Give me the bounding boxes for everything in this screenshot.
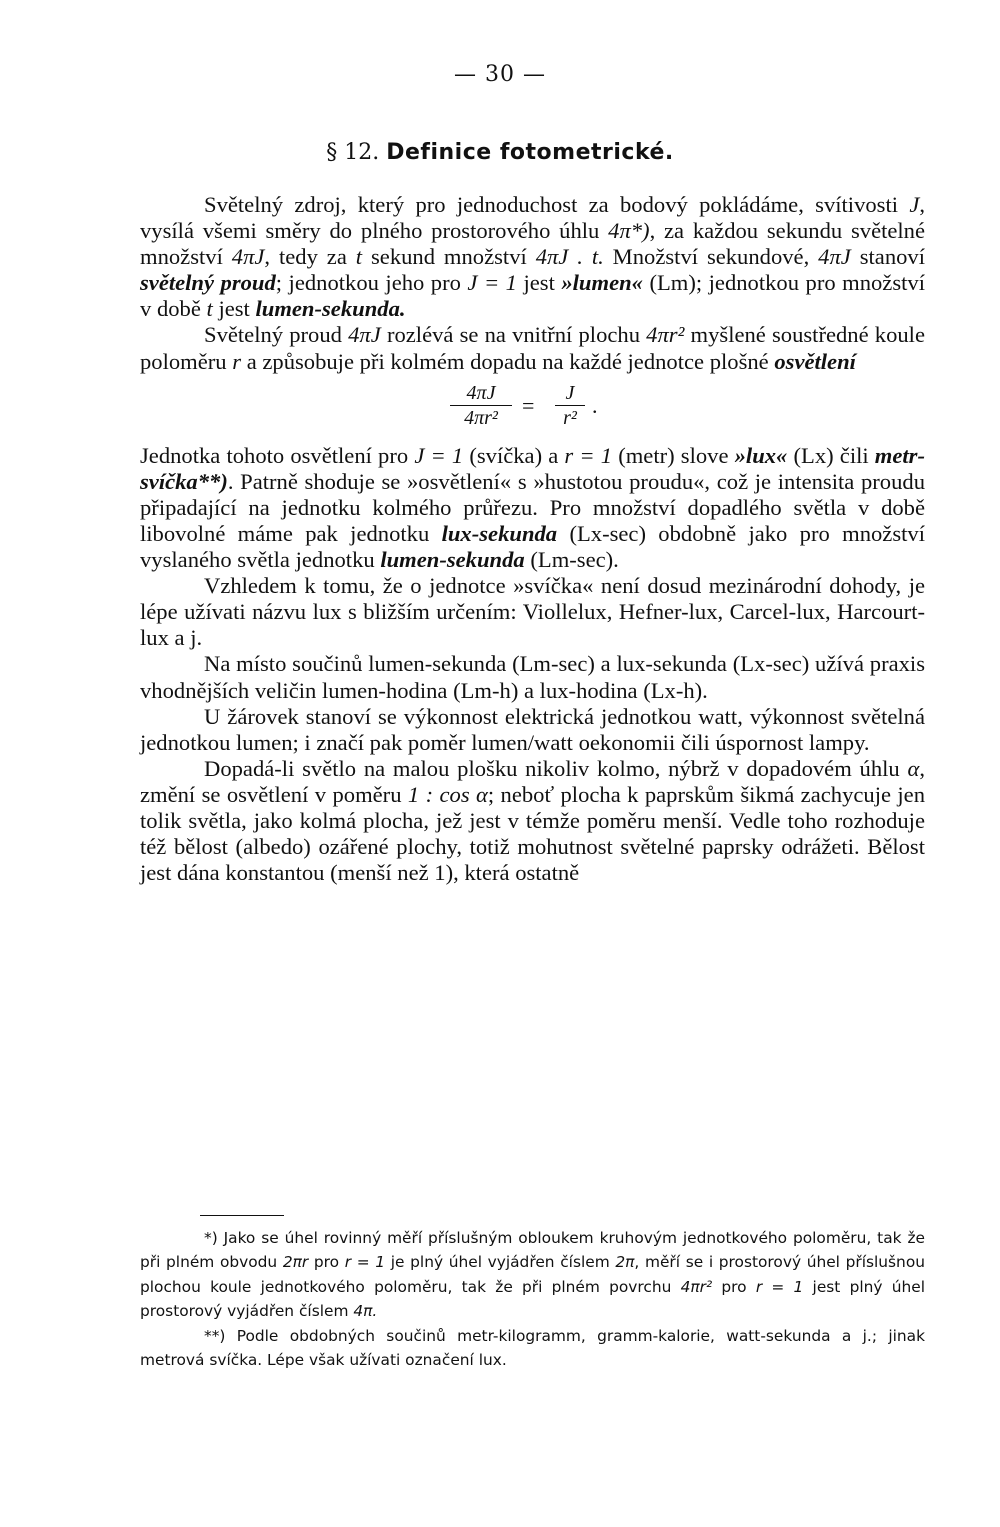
math: J = 1 [414, 442, 464, 468]
math: 4π. [353, 1302, 378, 1321]
term-emphasis: osvětlení [774, 348, 856, 374]
text: Dopadá-li světlo na malou plošku nikoliv kolmo, nýbrž v dopadovém úhlu [204, 755, 908, 781]
formula-illuminance [140, 379, 925, 437]
text: myšlené soustředné koule poloměru [140, 322, 925, 374]
text: rozlévá se na vnitřní plochu [380, 322, 647, 348]
math: 4π*) [608, 218, 650, 244]
term-emphasis: »lux« [734, 442, 788, 468]
footnote-1 [140, 1226, 925, 1324]
text: jest plný úhel prostorový vyjádřen číslem [140, 1277, 925, 1321]
text: *) Jako se úhel rovinný měří příslušným obloukem kruhovým jednotkového poloměru, tak že při plném obvodu [140, 1229, 925, 1272]
fraction-left [450, 381, 512, 430]
footnote-separator [200, 1215, 284, 1216]
text: (Lx-sec) obdobně jako pro množství vyslaného světla jednotku [140, 520, 925, 573]
paragraph-4: Vzhledem k tomu, že o jednotce »svíčka« není dosud mezinárodní dohody, je lépe užívati názvu lux s bližším určením: Viollelux, Hefner-lux, Carcel-lux, Harcourt-lux a j. [140, 573, 925, 651]
text: ; jednotkou jeho pro [275, 270, 468, 296]
page-number: — 30 — [454, 62, 546, 87]
numerator: 4πJ [450, 381, 512, 406]
text: je plný úhel vyjádřen číslem [385, 1253, 616, 1272]
text: stanoví [850, 244, 925, 270]
math: 4πr² [646, 322, 685, 348]
text: ; neboť plocha k paprskům šikmá zachycuje jen tolik světla, jako kolmá plocha, jež jest v témže poměru menší. Vedle toho rozhoduje též bělost (albedo) ozářené plochy, totiž mohutnost světelné paprsky odrážeti. Bělost jest dána konstantou (menší než 1), která ostatně [140, 781, 925, 886]
text: a způsobuje při kolmém dopadu na každé jednotce plošné [241, 348, 775, 374]
section-heading [0, 140, 1000, 165]
math: r = 1 [344, 1253, 386, 1272]
text: pro [712, 1277, 756, 1296]
math: r = 1 [564, 442, 613, 468]
math: r [232, 348, 242, 374]
math: t [355, 244, 363, 270]
math: J = 1 [467, 270, 517, 296]
text: . Patrně shoduje se »osvětlení« s »hustotou proudu«, což je intensita proudu připadající na jednotku kolmého průřezu. Pro množství dopadlého světla v době libovolné máme pak jednotku [140, 468, 925, 546]
math: 4πJ . t. [535, 244, 604, 270]
math: α [907, 755, 920, 781]
denominator: r² [563, 406, 577, 429]
math: 2πr [282, 1253, 309, 1272]
text: (Lm-sec). [524, 547, 619, 573]
term-emphasis: lumen-sekunda. [255, 296, 406, 322]
paragraph-6: U žárovek stanoví se výkonnost elektrická jednotkou watt, výkonnost světelná jednotkou lumen; i značí pak poměr lumen/watt oekonomii čili úspornost lampy. [140, 703, 925, 755]
text: Světelný proud [204, 322, 349, 348]
text: Jednotka tohoto osvětlení pro [140, 442, 415, 468]
equals-sign: = [522, 392, 535, 418]
term-emphasis: lux-sekunda [441, 520, 558, 546]
fraction-right [555, 381, 585, 430]
math: 4πJ [231, 244, 265, 270]
text: Světelný zdroj, který pro jednoduchost za bodový pokládáme, svítivosti [204, 192, 910, 217]
formula-period: . [592, 392, 598, 418]
section-number: § 12. [326, 140, 380, 165]
text: , tedy za [264, 244, 356, 270]
term-emphasis: světelný proud [140, 270, 276, 296]
text: sekund množství [362, 244, 536, 270]
paragraph-2 [140, 322, 925, 374]
section-title: Definice fotometrické. [386, 140, 674, 165]
footnote-2: **) Podle obdobných součinů metr-kilogramm, gramm-kalorie, watt-sekunda a j.; jinak metrová svíčka. Lépe však užívati označení lux. [140, 1326, 925, 1370]
paragraph-7 [140, 756, 925, 886]
math: 4πr² [680, 1277, 713, 1296]
term-emphasis: lumen-sekunda [380, 547, 525, 573]
text: , vysílá všemi směry do plného prostorového úhlu [140, 192, 925, 244]
text: pro [308, 1253, 345, 1272]
footnotes [140, 1226, 925, 1372]
text: (Lm); jednotkou pro množství v době [140, 270, 925, 322]
text: , za každou sekundu světelné množství [140, 218, 926, 270]
math: 4πJ [348, 322, 381, 348]
text: , měří se i prostorový úhel příslušnou plochou koule jednotkového poloměru, tak že při plném povrchu [140, 1253, 925, 1296]
term-emphasis: metr-svíčka**) [140, 442, 925, 494]
paragraph-5: Na místo součinů lumen-sekunda (Lm-sec) a lux-sekunda (Lx-sec) užívá praxis vhodnějších veličin lumen-hodina (Lm-h) a lux-hodina (Lx-h). [140, 651, 925, 703]
text: jest [212, 296, 256, 322]
math: 4πJ [818, 244, 851, 270]
text: (svíčka) a [463, 442, 565, 468]
denominator: 4πr² [464, 406, 498, 429]
math: 2π [615, 1253, 635, 1272]
text: , změní se osvětlení v poměru [140, 755, 925, 807]
paragraph-3 [140, 443, 925, 573]
text: jest [516, 270, 562, 296]
math: J [909, 192, 920, 217]
math: r = 1 [755, 1277, 804, 1296]
text: (metr) slove [612, 442, 735, 468]
text: Množství sekundové, [603, 244, 819, 270]
math: t [206, 296, 213, 322]
body-text [140, 192, 925, 886]
text: (Lx) čili [787, 442, 875, 468]
numerator: J [555, 381, 585, 406]
math: 1 : cos α [407, 781, 488, 807]
term-emphasis: »lumen« [561, 270, 643, 296]
paragraph-1 [140, 192, 925, 322]
